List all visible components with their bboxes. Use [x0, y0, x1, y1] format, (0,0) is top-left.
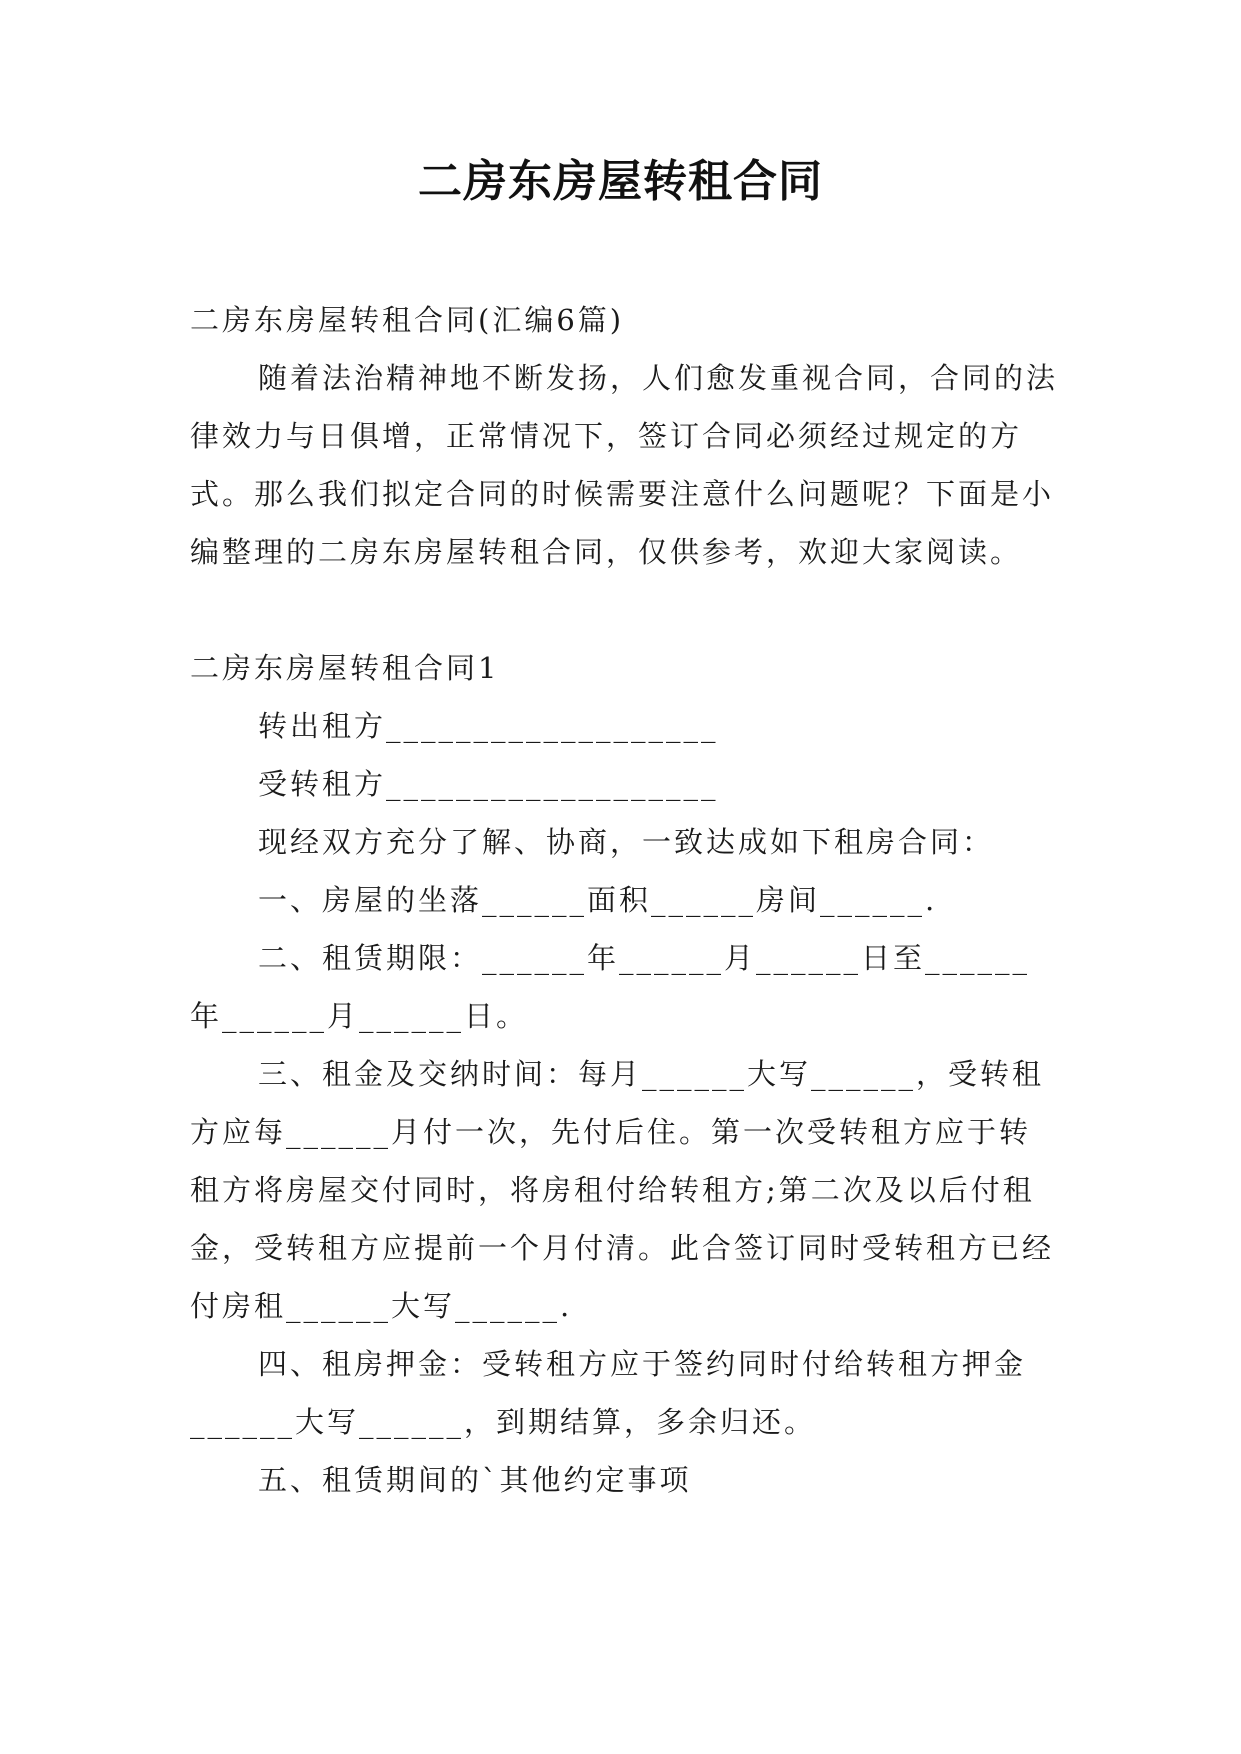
- clause-3: 三、租金及交纳时间：每月______大写______，受转租方应每______月付一次，先付后住。第一次受转租方应于转租方将房屋交付同时，将房租付给转租方;第二次及以后付租金，受转租方应提前一个月付清。此合签订同时受转租方已经付房租______大写______.: [190, 1057, 1055, 1323]
- clause-2: 二、租赁期限：______年______月______日至______年______月______日。: [190, 941, 1031, 1033]
- document-body: [190, 291, 1060, 1509]
- agreement-line: 现经双方充分了解、协商，一致达成如下租房合同：: [258, 825, 995, 859]
- clause-5: 五、租赁期间的`其他约定事项: [258, 1463, 692, 1497]
- clause-1: 一、房屋的坐落______面积______房间______.: [258, 883, 938, 917]
- document-subtitle: 二房东房屋转租合同(汇编6篇): [190, 303, 625, 337]
- lessor-line: 转出租方___________________: [258, 709, 719, 743]
- section-title: 二房东房屋转租合同1: [190, 651, 500, 685]
- lessee-line: 受转租方___________________: [258, 767, 719, 801]
- clause-4: 四、租房押金：受转租方应于签约同时付给转租方押金______大写______，到期结算，多余归还。: [190, 1347, 1027, 1439]
- intro-paragraph: 随着法治精神地不断发扬，人们愈发重视合同，合同的法律效力与日俱增，正常情况下，签订合同必须经过规定的方式。那么我们拟定合同的时候需要注意什么问题呢？下面是小编整理的二房东房屋转租合同，仅供参考，欢迎大家阅读。: [190, 361, 1059, 569]
- document-title: 二房东房屋转租合同: [418, 156, 823, 207]
- paragraph-spacer: [190, 581, 1060, 639]
